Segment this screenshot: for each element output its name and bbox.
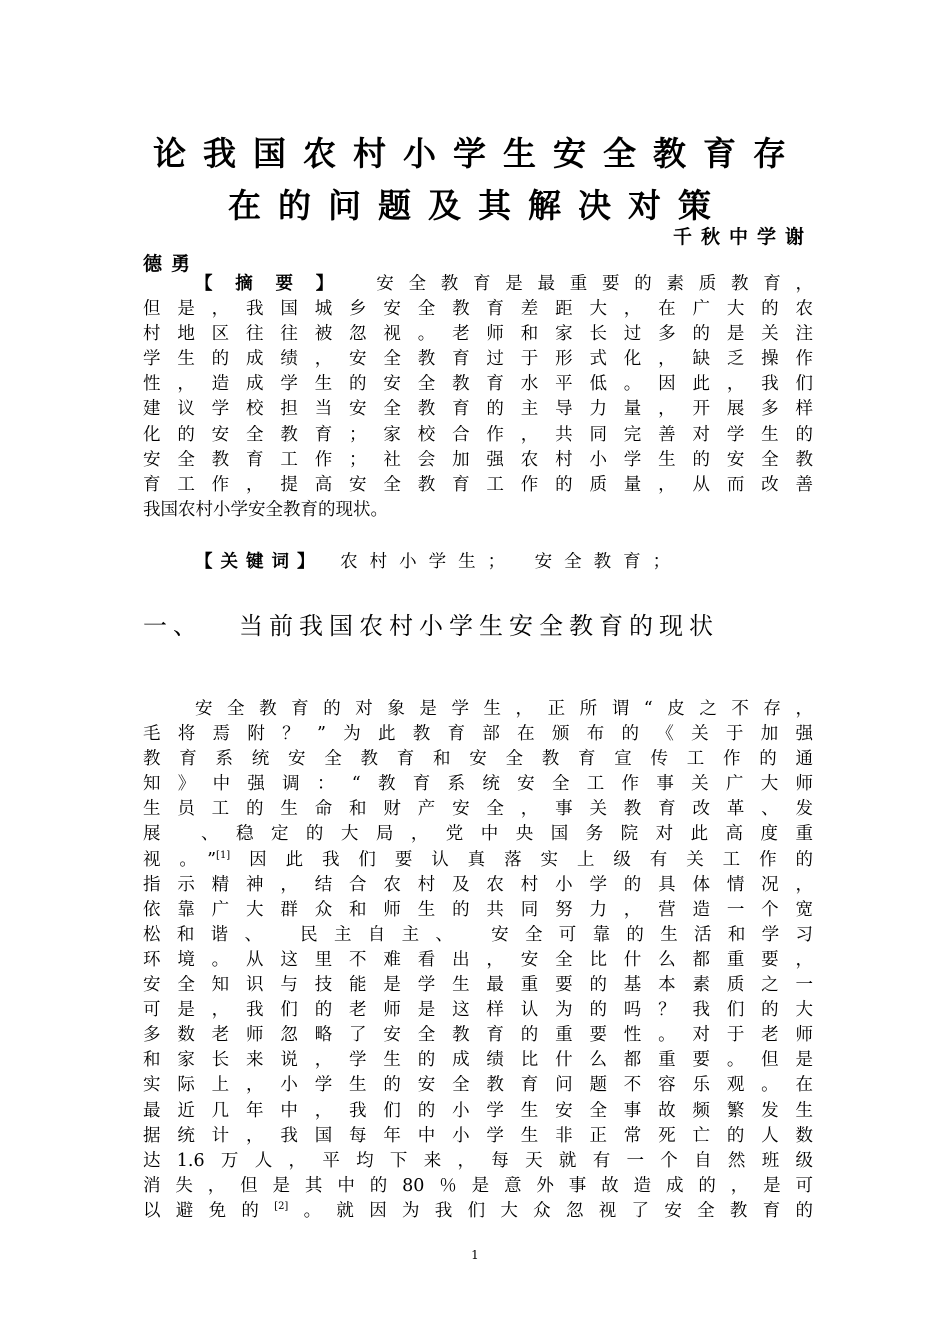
abstract-line: 建议学校担当安全教育的主导力量，开展多样: [143, 399, 813, 420]
document-title-line-2: 在的问题及其解决对策: [228, 186, 728, 225]
section-heading: [143, 606, 719, 641]
section-number: 一、: [143, 612, 203, 640]
abstract-line: [143, 272, 813, 297]
abstract-label: 【摘要】: [195, 274, 356, 294]
body-line: [143, 848, 813, 873]
keywords-line: [195, 548, 682, 573]
body-line: 实际上，小学生的安全教育问题不容乐观。在: [143, 1075, 813, 1096]
body-line: 消失，但是其中的80％是意外事故造成的，是可: [143, 1175, 813, 1196]
citation-ref-1: [1]: [216, 849, 231, 861]
abstract-line: 育工作，提高安全教育工作的质量，从而改善: [143, 474, 813, 495]
body-line: 多数老师忽略了安全教育的重要性。对于老师: [143, 1025, 813, 1046]
body-line: [143, 1199, 813, 1224]
body-line: 可是，我们的老师是这样认为的吗？我们的大: [143, 1000, 813, 1021]
abstract-line: 安全教育工作；社会加强农村小学生的安全教: [143, 449, 813, 470]
body-line: 毛将焉附？”为此教育部在颁布的《关于加强: [143, 724, 813, 745]
body-line: 安全知识与技能是学生最重要的基本素质之一: [143, 975, 813, 996]
abstract-text: 安全教育是最重要的素质教育，: [376, 274, 813, 294]
body-line: 展 、稳定的大局，党中央国务院对此高度重: [143, 824, 813, 845]
body-line: 据统计，我国每年中小学生非正常死亡的人数: [143, 1125, 813, 1146]
author-line-2: 德勇: [143, 253, 200, 275]
citation-ref-2: [2]: [274, 1200, 289, 1212]
body-line: 最近几年中，我们的小学生安全事故频繁发生: [143, 1100, 813, 1121]
section-title: 当前我国农村小学生安全教育的现状: [239, 612, 719, 640]
body-text: 以避免的: [143, 1200, 275, 1221]
body-line: 环境。从这里不难看出，安全比什么都重要，: [143, 949, 813, 970]
keywords-label: 【关键词】: [195, 552, 323, 572]
abstract-line: 但是，我国城乡安全教育差距大，在广大的农: [143, 299, 813, 320]
abstract-line: 性，造成学生的安全教育水平低。因此，我们: [143, 374, 813, 395]
body-paragraph: [143, 697, 813, 1224]
keywords-text: 农村小学生； 安全教育；: [340, 552, 683, 572]
abstract-line: 村地区往往被忽视。老师和家长过多的是关注: [143, 324, 813, 345]
body-text: 视。”: [143, 849, 217, 870]
body-line: 指示精神，结合农村及农村小学的具体情况，: [143, 874, 813, 895]
author-block: [143, 222, 813, 276]
body-line: 和家长来说，学生的成绩比什么都重要。但是: [143, 1050, 813, 1071]
abstract-paragraph: [143, 272, 813, 523]
body-line: 安全教育的对象是学生，正所谓“皮之不存，: [195, 699, 813, 719]
author-line-1: 千秋中学谢: [672, 226, 813, 248]
abstract-line: 化的安全教育；家校合作，共同完善对学生的: [143, 424, 813, 445]
abstract-line: 我国农村小学安全教育的现状。: [143, 499, 388, 520]
body-text: 。就因为我们大众忽视了安全教育的: [288, 1200, 814, 1221]
document-title-line-1: 论我国农村小学生安全教育存: [153, 134, 803, 173]
body-line: 达1.6万人，平均下来，每天就有一个自然班级: [143, 1150, 813, 1171]
body-text: 因此我们要认真落实上级有关工作的: [230, 849, 813, 870]
body-line: 依靠广大群众和师生的共同努力，营造一个宽: [143, 899, 813, 920]
body-line: 知》中强调：“教育系统安全工作事关广大师: [143, 774, 813, 795]
abstract-line: 学生的成绩，安全教育过于形式化，缺乏操作: [143, 349, 813, 370]
body-line: 生员工的生命和财产安全，事关教育改革、发: [143, 799, 813, 820]
body-line: 松和谐、 民主自主、 安全可靠的生活和学习: [143, 924, 813, 945]
body-line: 教育系统安全教育和安全教育宣传工作的通: [143, 749, 813, 770]
page-number: 1: [471, 1248, 479, 1262]
